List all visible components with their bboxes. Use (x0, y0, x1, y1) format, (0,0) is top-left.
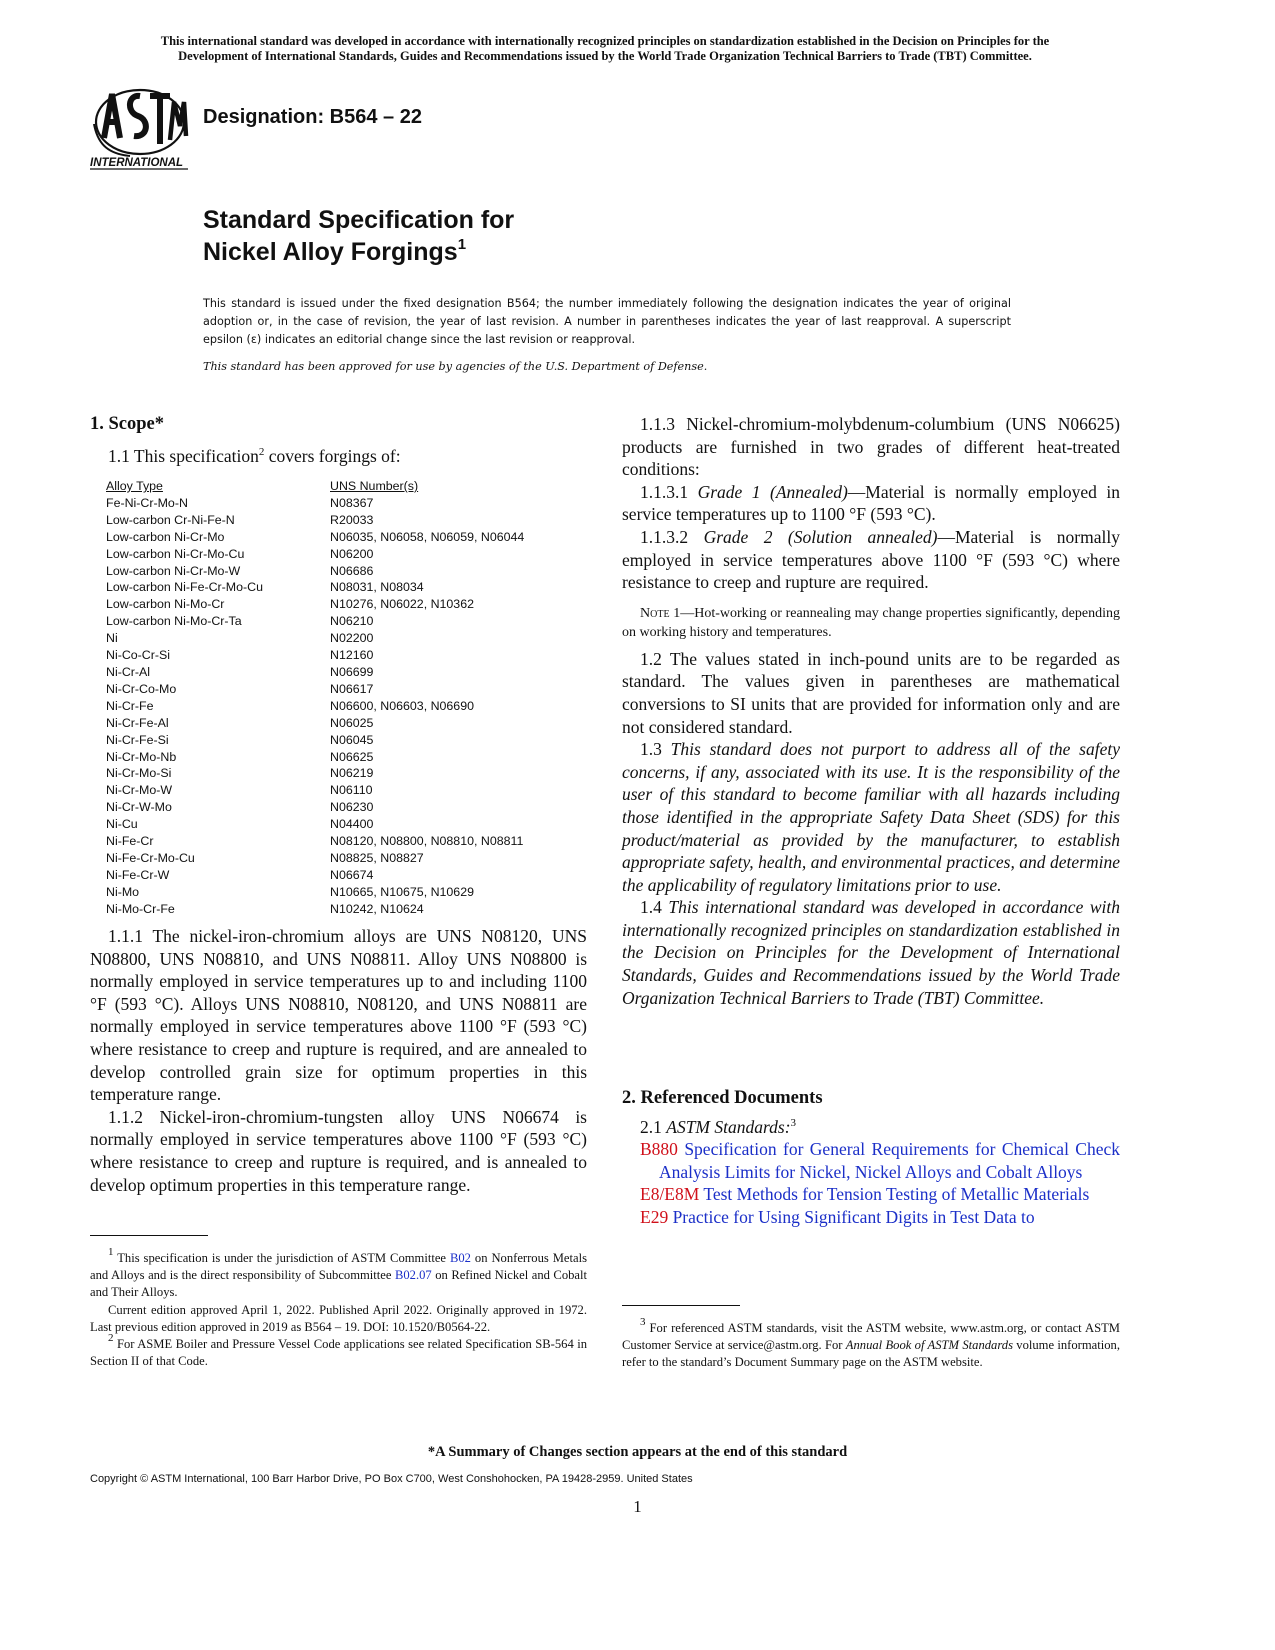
uns-cell: N06045 (330, 732, 374, 747)
uns-cell: N06219 (330, 766, 374, 781)
table-row (106, 765, 576, 782)
scope-1-1-1-text: 1.1.1 The nickel-iron-chromium alloys are UNS N08120, UNS N08800, UNS N08810, and UNS N08811. Alloy UNS N08800 is normally employed in service temperatures up to and including 1100 °F (593 °C). Alloys UNS N08810, N08120, and UNS N08811 are normally employed in service temperatures above 1100 °F (593 °C) where resistance to creep and rupture is required, and are annealed to develop controlled grain size for optimum properties in this temperature range. (90, 926, 587, 1105)
dod-approval: This standard has been approved for use by agencies of the U.S. Department of Defense. (203, 360, 708, 373)
table-row (106, 833, 576, 850)
link-b02[interactable]: B02 (449, 1251, 471, 1265)
summary-notice: *A Summary of Changes section appears at the end of this standard (427, 1444, 848, 1460)
table-row (106, 529, 576, 546)
ref-code-link[interactable]: E8/E8M (640, 1184, 700, 1205)
scope-1-1-3-2-num: 1.1.3.2 (640, 526, 704, 547)
alloy-table-header (106, 478, 576, 495)
wto-notice-line1: This international standard was developed in accordance with internationally recognized principles on standardization established in the Decision on Principles for the (160, 34, 1050, 48)
alloy-type-cell: Low-carbon Ni-Cr-Mo-Cu (106, 546, 245, 561)
fn1-text-b: on Nonferrous Metals and Alloys and is the direct responsibility of Subcommittee (90, 1251, 588, 1283)
uns-cell: N06686 (330, 563, 374, 578)
table-row (106, 579, 576, 596)
scope-1-2-text: 1.2 The values stated in inch-pound units are to be regarded as standard. The values given in parentheses are mathematical conversions to SI units that are provided for information only and are not considered standard. (622, 648, 1120, 737)
copyright: Copyright © ASTM International, 100 Barr Harbor Drive, PO Box C700, West Conshohocken, PA 19428-2959. United States (90, 1473, 693, 1485)
scope-1-1-1 (90, 925, 587, 1196)
scope-1-1-3-2-text: —Material is normally employed in service temperatures above 1100 °F (593 °C) where resistance to creep and rupture are required. (622, 526, 1120, 593)
grade-2-label: Grade 2 (Solution annealed) (703, 526, 938, 547)
scope-1-1-2-text: 1.1.2 Nickel-iron-chromium-tungsten alloy UNS N06674 is normally employed in service temperatures above 1100 °F (593 °C) where resistance to creep and rupture is required, and is annealed to develop optimum properties in this temperature range. (90, 1106, 587, 1195)
uns-cell: N08825, N08827 (330, 850, 424, 865)
alloy-type-cell: Ni-Cr-Co-Mo (106, 681, 177, 696)
ref-title-link[interactable]: Practice for Using Significant Digits in Test Data to (672, 1206, 1035, 1227)
page-title (203, 204, 514, 268)
uns-cell: N06617 (330, 681, 374, 696)
list-item (622, 1183, 1120, 1206)
table-row (106, 782, 576, 799)
refdocs-2-1-num: 2.1 (640, 1116, 667, 1137)
logo-text: INTERNATIONAL (90, 157, 184, 169)
footnote-ref-3[interactable]: 3 (790, 1116, 797, 1129)
alloy-type-cell: Ni-Cr-Mo-Si (106, 766, 172, 781)
title-line2-text: Nickel Alloy Forgings (203, 238, 458, 266)
ref-list (622, 1138, 1120, 1228)
uns-cell: N02200 (330, 631, 374, 646)
scope-right (622, 413, 1120, 1009)
uns-cell: N06200 (330, 546, 374, 561)
table-row (106, 512, 576, 529)
alloy-type-cell: Fe-Ni-Cr-Mo-N (106, 495, 188, 510)
footnote-rule-right (622, 1305, 740, 1306)
fn2-text: For ASME Boiler and Pressure Vessel Code applications see related Specification SB-564 in Section II of that Code. (90, 1337, 587, 1369)
alloy-type-cell: Low-carbon Ni-Cr-Mo-W (106, 563, 241, 578)
alloy-type-cell: Ni-Co-Cr-Si (106, 648, 171, 663)
uns-cell: N06230 (330, 800, 374, 815)
uns-cell: R20033 (330, 512, 374, 527)
footnote-rule-left (90, 1235, 208, 1236)
ref-title-link[interactable]: Test Methods for Tension Testing of Metallic Materials (703, 1184, 1090, 1205)
table-row (106, 613, 576, 630)
refdocs-section (622, 1087, 1120, 1229)
table-row (106, 698, 576, 715)
fn1-text-c: on Refined Nickel and Cobalt and Their Alloys. (90, 1268, 587, 1300)
list-item (622, 1138, 1120, 1183)
scope-1-3-text: This standard does not purport to address all of the safety concerns, if any, associated with its use. It is the responsibility of the user of this standard to become familiar with all hazards including those identified in the appropriate Safety Data Sheet (SDS) for this product/material as provided by the manufacturer, to establish appropriate safety, health, and environmental practices, and determine the applicability of regulatory limitations prior to use. (622, 739, 1120, 895)
table-row (106, 749, 576, 766)
wto-notice (88, 34, 1122, 64)
uns-cell: N06699 (330, 664, 374, 679)
fn3-marker: 3 (640, 1316, 646, 1328)
alloy-type-cell: Ni-Cr-W-Mo (106, 800, 172, 815)
title-footnote-ref[interactable]: 1 (457, 236, 467, 253)
astm-logo (90, 86, 190, 172)
uns-cell: N06210 (330, 614, 374, 629)
refdocs-heading: 2. Referenced Documents (622, 1088, 823, 1108)
alloy-type-cell: Ni-Cr-Fe-Al (106, 715, 169, 730)
note-1 (622, 604, 1120, 642)
fn1-marker: 1 (108, 1246, 114, 1258)
table-row (106, 563, 576, 580)
wto-notice-line2: Development of International Standards, Guides and Recommendations issued by the World Trade Organization Technical Barriers to Trade (TBT) Committee. (178, 49, 1032, 63)
title-line1: Standard Specification for (203, 206, 515, 234)
alloy-rows (106, 495, 576, 918)
alloy-type-cell: Low-carbon Ni-Fe-Cr-Mo-Cu (106, 580, 263, 595)
scope-1-1-suffix: covers forgings of: (264, 446, 401, 466)
table-row (106, 799, 576, 816)
uns-cell: N06600, N06603, N06690 (330, 698, 474, 713)
alloy-type-cell: Ni-Mo (106, 884, 140, 899)
alloy-type-cell: Ni-Fe-Cr-Mo-Cu (106, 850, 195, 865)
table-row (106, 546, 576, 563)
uns-cell: N10276, N06022, N10362 (330, 597, 474, 612)
fn3-book-title: Annual Book of ASTM Standards (845, 1338, 1013, 1353)
uns-cell: N06674 (330, 867, 374, 882)
col-uns: UNS Number(s) (330, 479, 419, 493)
alloy-type-cell: Ni-Fe-Cr-W (106, 867, 170, 882)
fn1-text-a: This specification is under the jurisdiction of ASTM Committee (113, 1251, 450, 1265)
alloy-type-cell: Ni-Fe-Cr (106, 834, 154, 849)
designation: Designation: B564 – 22 (203, 106, 422, 128)
alloy-type-cell: Low-carbon Ni-Mo-Cr-Ta (106, 614, 242, 629)
fn2-marker: 2 (108, 1332, 114, 1345)
uns-cell: N08367 (330, 495, 374, 510)
table-row (106, 732, 576, 749)
table-row (106, 715, 576, 732)
alloy-type-cell: Ni-Cr-Mo-Nb (106, 749, 177, 764)
footnote-ref-2[interactable]: 2 (258, 446, 265, 458)
uns-cell: N04400 (330, 817, 374, 832)
scope-1-4-num: 1.4 (640, 897, 669, 918)
title-line2 (203, 236, 514, 268)
footnotes-left (90, 1246, 588, 1370)
uns-cell: N06025 (330, 715, 374, 730)
issuance-statement: This standard is issued under the fixed designation B564; the number immediately following the designation indicates the year of original adoption or, in the case of revision, the year of last revision. A number in parentheses indicates the year of last reapproval. A superscript epsilon (ε) indicates an editorial change since the last revision or reapproval. (203, 297, 1011, 346)
alloy-type-cell: Ni-Cr-Mo-W (106, 783, 173, 798)
link-b02-07[interactable]: B02.07 (394, 1268, 432, 1283)
scope-1-1-3-1-text: —Material is normally employed in service temperatures up to 1100 °F (593 °C). (622, 481, 1120, 525)
uns-cell: N08031, N08034 (330, 580, 424, 595)
table-row (106, 647, 576, 664)
footnotes-right (622, 1316, 1120, 1372)
table-row (106, 495, 576, 512)
alloy-type-cell: Low-carbon Ni-Cr-Mo (106, 529, 225, 544)
table-row (106, 681, 576, 698)
ref-title-link[interactable]: Specification for General Requirements for Chemical Check Analysis Limits for Nickel, Nickel Alloys and Cobalt Alloys (659, 1139, 1121, 1182)
scope-1-1-prefix: 1.1 This specification (108, 446, 259, 466)
scope-1-4-text: This international standard was developed in accordance with internationally recognized principles on standardization established in the Decision on Principles for the Development of International Standards, Guides and Recommendations issued by the World Trade Organization Technical Barriers to Trade (TBT) Committee. (622, 897, 1121, 1008)
table-row (106, 664, 576, 681)
scope-heading-block (90, 413, 587, 436)
scope-1-3-num: 1.3 (640, 739, 671, 760)
uns-cell: N06110 (330, 783, 373, 798)
note-1-text: —Hot-working or reannealing may change properties significantly, depending on working history and temperatures. (622, 605, 1120, 640)
table-row (106, 596, 576, 613)
table-row (106, 630, 576, 647)
alloy-type-cell: Ni (106, 631, 118, 646)
alloy-type-cell: Ni-Mo-Cr-Fe (106, 901, 175, 916)
scope-heading: 1. Scope* (90, 414, 164, 434)
grade-1-label: Grade 1 (Annealed) (697, 481, 848, 502)
alloy-table (106, 478, 576, 918)
uns-cell: N10665, N10675, N10629 (330, 884, 474, 899)
list-item (622, 1206, 1120, 1229)
table-row (106, 867, 576, 884)
uns-cell: N12160 (330, 648, 374, 663)
scope-1-1-3-1-num: 1.1.3.1 (640, 481, 698, 502)
note-1-label: Note 1 (640, 605, 681, 621)
uns-cell: N10242, N10624 (330, 901, 424, 916)
astm-logo-icon (90, 86, 190, 172)
alloy-type-cell: Low-carbon Cr-Ni-Fe-N (106, 512, 235, 527)
table-row (106, 884, 576, 901)
astm-standards-label: ASTM Standards: (666, 1116, 791, 1137)
scope-1-1-3-text: 1.1.3 Nickel-chromium-molybdenum-columbium (UNS N06625) products are furnished in two grades of different heat-treated conditions: (622, 414, 1120, 480)
alloy-type-cell: Low-carbon Ni-Mo-Cr (106, 597, 225, 612)
uns-cell: N06625 (330, 749, 374, 764)
col-alloy-type: Alloy Type (106, 479, 163, 493)
ref-code-link[interactable]: E29 (640, 1206, 669, 1227)
uns-cell: N08120, N08800, N08810, N08811 (330, 834, 524, 849)
ref-code-link[interactable]: B880 (640, 1139, 678, 1160)
table-row (106, 901, 576, 918)
fn1-edition: Current edition approved April 1, 2022. Published April 2022. Originally approved in 1972. Last previous edition approved in 2019 as B564 – 19. DOI: 10.1520/B0564-22. (90, 1302, 587, 1334)
table-row (106, 850, 576, 867)
alloy-type-cell: Ni-Cu (106, 817, 138, 832)
uns-cell: N06035, N06058, N06059, N06044 (330, 529, 525, 544)
fn3-text-b: volume information, refer to the standard’s Document Summary page on the ASTM website. (622, 1338, 1120, 1370)
table-row (106, 816, 576, 833)
page-number: 1 (633, 1497, 642, 1516)
alloy-type-cell: Ni-Cr-Fe-Si (106, 732, 169, 747)
alloy-type-cell: Ni-Cr-Fe (106, 698, 154, 713)
scope-1-1 (90, 445, 587, 468)
fn3-text-a: For referenced ASTM standards, visit the ASTM website, www.astm.org, or contact ASTM Customer Service at service@astm.org. For (622, 1321, 1120, 1353)
alloy-type-cell: Ni-Cr-Al (106, 664, 151, 679)
